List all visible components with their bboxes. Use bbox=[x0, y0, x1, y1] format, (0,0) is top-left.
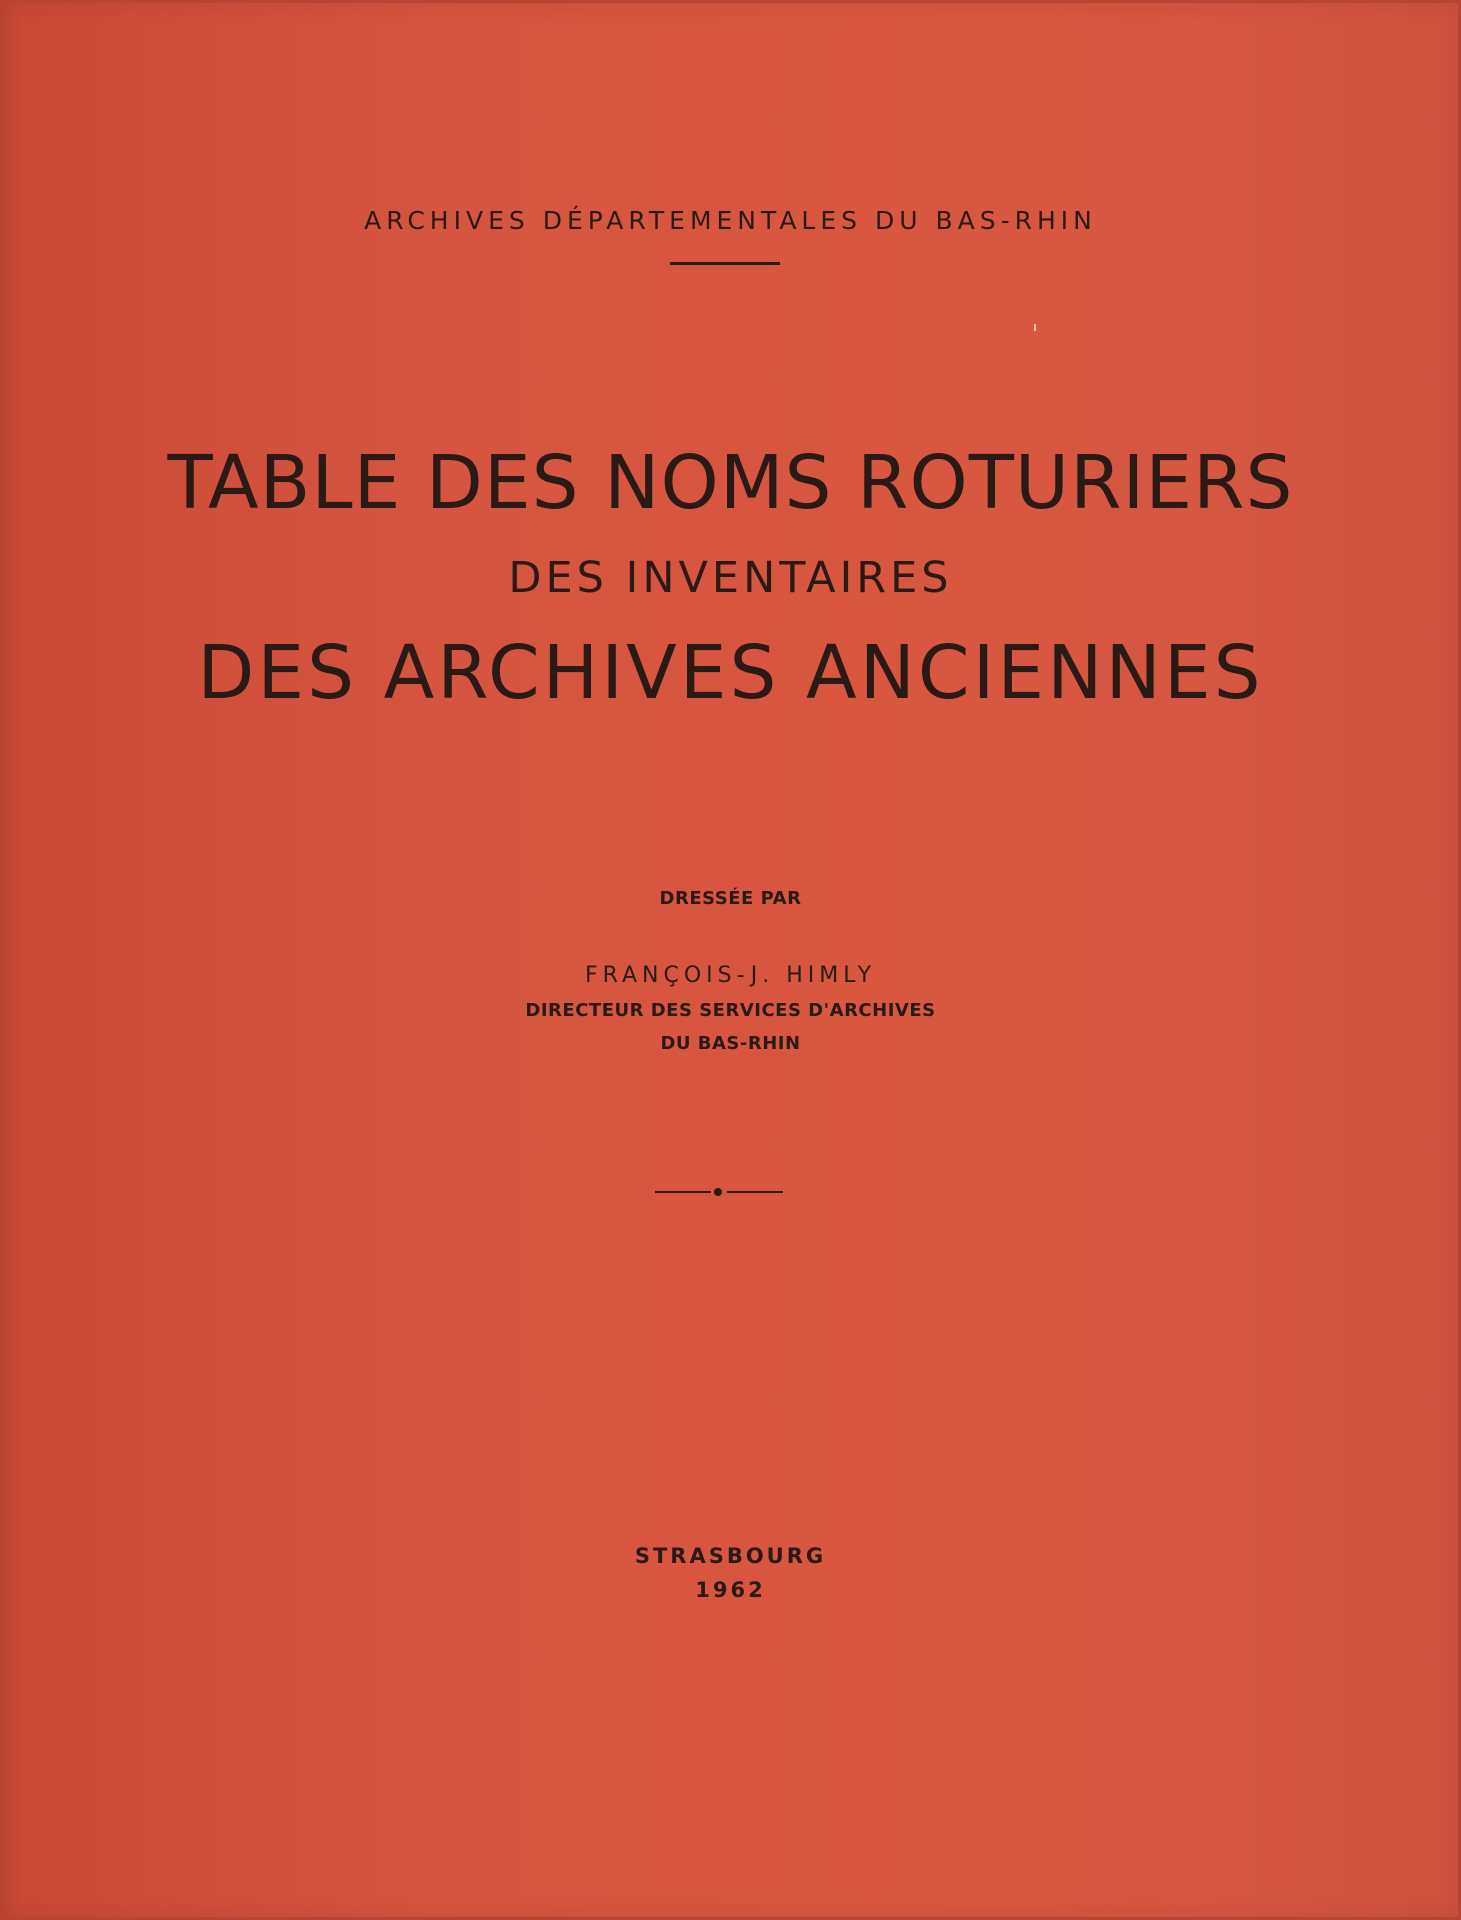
prepared-by-label: DRESSÉE PAR bbox=[659, 888, 802, 909]
title-line-3: DES ARCHIVES ANCIENNES bbox=[197, 630, 1264, 716]
ornament-bar-right bbox=[727, 1191, 783, 1193]
author-role-line-1: DIRECTEUR DES SERVICES D'ARCHIVES bbox=[525, 1000, 936, 1021]
top-rule-divider bbox=[670, 262, 780, 265]
ornament-divider bbox=[655, 1186, 783, 1198]
paper-speck bbox=[1034, 324, 1036, 331]
author-role-line-2: DU BAS-RHIN bbox=[660, 1033, 801, 1054]
publication-year: 1962 bbox=[695, 1578, 766, 1602]
author-name: FRANÇOIS-J. HIMLY bbox=[584, 963, 877, 988]
title-line-1: TABLE DES NOMS ROTURIERS bbox=[167, 440, 1294, 526]
ornament-dot bbox=[714, 1188, 722, 1196]
publication-place: STRASBOURG bbox=[634, 1544, 827, 1568]
ornament-bar-left bbox=[655, 1191, 711, 1193]
title-line-2: DES INVENTAIRES bbox=[508, 553, 953, 603]
institution-name: ARCHIVES DÉPARTEMENTALES DU BAS-RHIN bbox=[364, 206, 1097, 235]
